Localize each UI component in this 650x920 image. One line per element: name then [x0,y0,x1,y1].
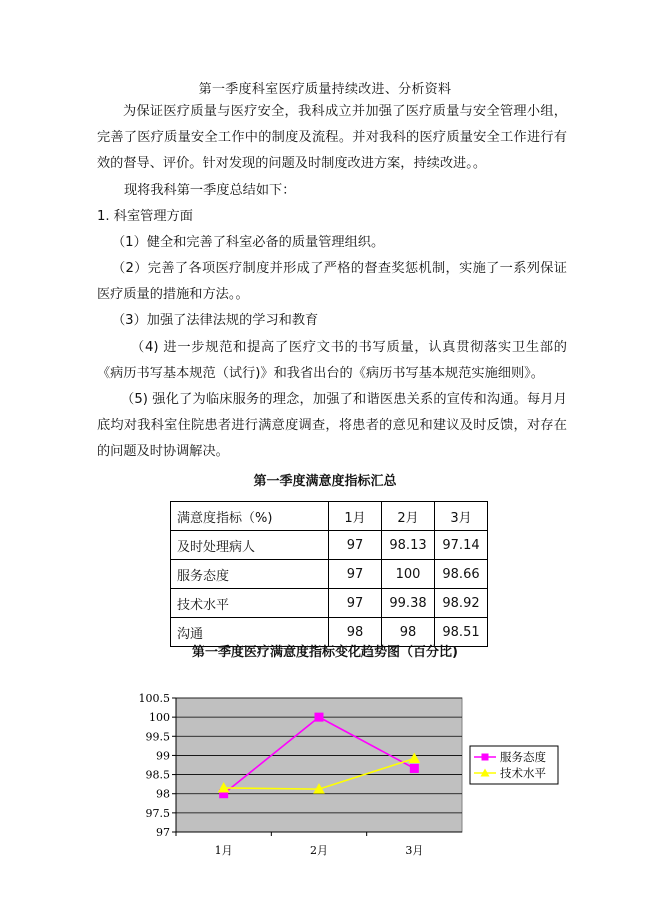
table-row [171,589,488,618]
table-row [171,560,488,589]
table-cell: 服务态度 [171,560,329,589]
x-tick-label: 2月 [310,844,328,857]
summary-lead: 现将我科第一季度总结如下： [124,183,296,198]
x-tick-label: 1月 [214,844,233,857]
y-tick-label: 99 [156,749,170,763]
table-cell: 技术水平 [171,589,329,618]
y-tick-label: 100.5 [138,692,170,705]
header-cell: 3月 [435,502,488,531]
y-tick-label: 100 [149,711,170,725]
table-cell: 97.14 [435,531,488,560]
y-tick-label: 98.5 [145,768,170,782]
table-header-row [171,502,488,531]
document-title: 第一季度科室医疗质量持续改进、分析资料 [198,82,452,97]
header-cell: 2月 [382,502,435,531]
table-cell: 98.13 [382,531,435,560]
table-cell: 98.92 [435,589,488,618]
x-tick-label: 3月 [405,844,424,857]
list-item-5: （5) 强化了为临床服务的理念，加强了和谐医患关系的宣传和沟通。每月月底均对我科室住院患者进行满意度调查，将患者的意见和建议及时反馈，对存在的问题及时协调解决。 [97,392,567,459]
trend-line-chart [120,680,570,865]
header-cell: 1月 [329,502,382,531]
list-item-2: （2）完善了各项医疗制度并形成了严格的督查奖惩机制，实施了一系列保证医疗质量的措施和方法。。 [97,261,567,302]
table-cell: 100 [382,560,435,589]
table-cell: 97 [329,589,382,618]
table-cell: 99.38 [382,589,435,618]
y-tick-label: 99.5 [145,730,170,744]
y-tick-label: 97 [156,826,170,839]
data-point-square [315,713,323,721]
chart-title: 第一季度医疗满意度指标变化趋势图（百分比) [192,645,458,660]
table-cell: 98 [382,618,435,647]
table-cell: 98 [329,618,382,647]
list-item-3: （3）加强了法律法规的学习和教育 [112,313,319,328]
section-heading: 1. 科室管理方面 [97,209,193,224]
intro-paragraph: 为保证医疗质量与医疗安全，我科成立并加强了医疗质量与安全管理小组，完善了医疗质量安全工作中的制度及流程。并对我科的医疗质量安全工作进行有效的督导、评价。针对发现的问题及时制度改进方案，持续改进。。 [97,104,567,171]
list-item-1: （1）健全和完善了科室必备的质量管理组织。 [112,235,385,250]
satisfaction-table [170,501,488,647]
table-cell: 及时处理病人 [171,531,329,560]
table-row [171,531,488,560]
data-point-square [410,764,418,772]
header-cell: 满意度指标（%) [171,502,329,531]
y-tick-label: 97.5 [145,806,170,820]
legend-label: 服务态度 [500,750,546,764]
table-cell: 98.66 [435,560,488,589]
table-cell: 97 [329,560,382,589]
y-tick-label: 98 [156,787,170,801]
table-title: 第一季度满意度指标汇总 [253,474,397,489]
legend-marker-square [482,754,489,761]
table-cell: 98.51 [435,618,488,647]
table-cell: 97 [329,531,382,560]
legend-label: 技术水平 [500,766,546,780]
table-cell: 沟通 [171,618,329,647]
list-item-4: （4) 进一步规范和提高了医疗文书的书写质量，认真贯彻落实卫生部的《病历书写基本规范（试行)》和我省出台的《病历书写基本规范实施细则》。 [97,340,567,381]
